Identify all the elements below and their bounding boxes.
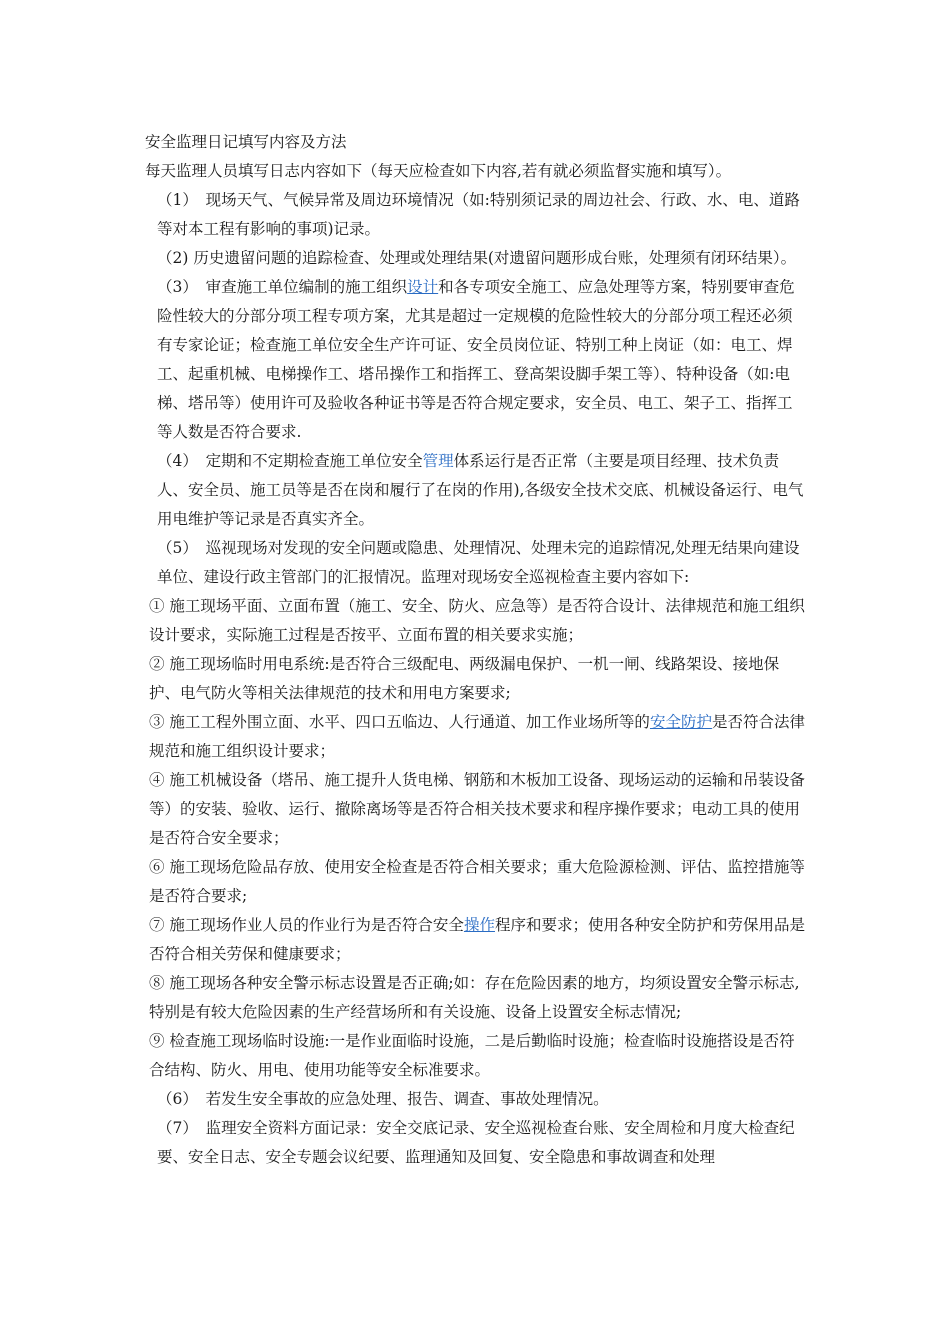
item-6 bbox=[145, 1085, 807, 1114]
item-text: 监理安全资料方面记录：安全交底记录、安全巡视检查台账、安全周检和月度大检查纪要、安全日志、安全专题会议纪要、监理通知及回复、安全隐患和事故调查和处理 bbox=[157, 1119, 795, 1166]
item-text: 体系运行是否正常（主要是项目经理、技术负责人、安全员、施工员等是否在岗和履行了在岗的作用),各级安全技术交底、机械设备运行、电气用电维护等记录是否真实齐全。 bbox=[157, 452, 804, 528]
doc-title: 安全监理日记填写内容及方法 bbox=[145, 133, 347, 151]
item-text: 和各专项安全施工、应急处理等方案，特别要审查危险性较大的分部分项工程专项方案，尤其是超过一定规模的危险性较大的分部分项工程还必须有专家论证；检查施工单位安全生产许可证、安全员岗位证、特别工种上岗证（如：电工、焊工、起重机械、电梯操作工、塔吊操作工和指挥工、登高架设脚手架工等）、特种设备（如:电梯、塔吊等）使用许可及验收各种证书等是否符合规定要求，安全员、电工、架子工、指挥工等人数是否符合要求. bbox=[157, 278, 795, 441]
item-number: （3） bbox=[157, 278, 191, 296]
subitem-text: 程序和要求；使用各种安全防护和劳保用品是否符合相关劳保和健康要求； bbox=[149, 916, 805, 963]
item-2 bbox=[145, 244, 807, 273]
doc-intro: 每天监理人员填写日志内容如下（每天应检查如下内容,若有就必须监督实施和填写）。 bbox=[145, 162, 732, 180]
subitem-4: ④ 施工机械设备（塔吊、施工提升人货电梯、钢筋和木板加工设备、现场运动的运输和吊装设备等）的安装、验收、运行、撤除离场等是否符合相关技术要求和程序操作要求；电动工具的使用是否符合安全要求； bbox=[149, 771, 805, 847]
item-3 bbox=[145, 273, 807, 447]
subitem-7 bbox=[145, 911, 807, 969]
item-number: （2) bbox=[157, 249, 189, 267]
item-number: （4） bbox=[157, 452, 191, 470]
link-design[interactable]: 设计 bbox=[407, 278, 439, 296]
item-7 bbox=[145, 1114, 807, 1172]
item-text: 巡视现场对发现的安全问题或隐患、处理情况、处理未完的追踪情况,处理无结果向建设单位、建设行政主管部门的汇报情况。监理对现场安全巡视检查主要内容如下: bbox=[157, 539, 800, 586]
item-text: 审查施工单位编制的施工组织 bbox=[190, 278, 408, 296]
item-5 bbox=[145, 534, 807, 592]
item-number: （6） bbox=[157, 1090, 191, 1108]
subitem-3 bbox=[145, 708, 807, 766]
subitem-8: ⑧ 施工现场各种安全警示标志设置是否正确;如：存在危险因素的地方，均须设置安全警示标志,特别是有较大危险因素的生产经营场所和有关设施、设备上设置安全标志情况; bbox=[149, 974, 800, 1021]
subitem-1: ① 施工现场平面、立面布置（施工、安全、防火、应急等）是否符合设计、法律规范和施工组织设计要求，实际施工过程是否按平、立面布置的相关要求实施； bbox=[149, 597, 805, 644]
link-operation[interactable]: 操作 bbox=[463, 916, 495, 934]
link-safety-protection[interactable]: 安全防护 bbox=[649, 713, 712, 731]
item-4 bbox=[145, 447, 807, 534]
link-management[interactable]: 管理 bbox=[422, 452, 454, 470]
item-number: （1） bbox=[157, 191, 191, 209]
document-body bbox=[145, 128, 807, 1172]
item-text: 定期和不定期检查施工单位安全 bbox=[190, 452, 423, 470]
subitem-text: ⑦ 施工现场作业人员的作业行为是否符合安全 bbox=[149, 916, 464, 934]
item-number: （7） bbox=[157, 1119, 191, 1137]
item-text: 若发生安全事故的应急处理、报告、调查、事故处理情况。 bbox=[190, 1090, 609, 1108]
subitem-6: ⑥ 施工现场危险品存放、使用安全检查是否符合相关要求；重大危险源检测、评估、监控措施等是否符合要求; bbox=[149, 858, 805, 905]
subitem-text: 是否符合法律规范和施工组织设计要求； bbox=[149, 713, 805, 760]
subitem-9: ⑨ 检查施工现场临时设施:一是作业面临时设施，二是后勤临时设施；检查临时设施搭设是否符合结构、防火、用电、使用功能等安全标准要求。 bbox=[149, 1032, 795, 1079]
item-text: 现场天气、气候异常及周边环境情况（如:特别须记录的周边社会、行政、水、电、道路等对本工程有影响的事项)记录。 bbox=[157, 191, 800, 238]
item-1 bbox=[145, 186, 807, 244]
subitem-text: ③ 施工工程外围立面、水平、四口五临边、人行通道、加工作业场所等的 bbox=[149, 713, 650, 731]
item-number: （5） bbox=[157, 539, 191, 557]
subitem-2: ② 施工现场临时用电系统:是否符合三级配电、两级漏电保护、一机一闸、线路架设、接地保护、电气防火等相关法律规范的技术和用电方案要求; bbox=[149, 655, 780, 702]
item-text: 历史遗留问题的追踪检查、处理或处理结果(对遗留问题形成台账，处理须有闭环结果）。 bbox=[188, 249, 797, 267]
